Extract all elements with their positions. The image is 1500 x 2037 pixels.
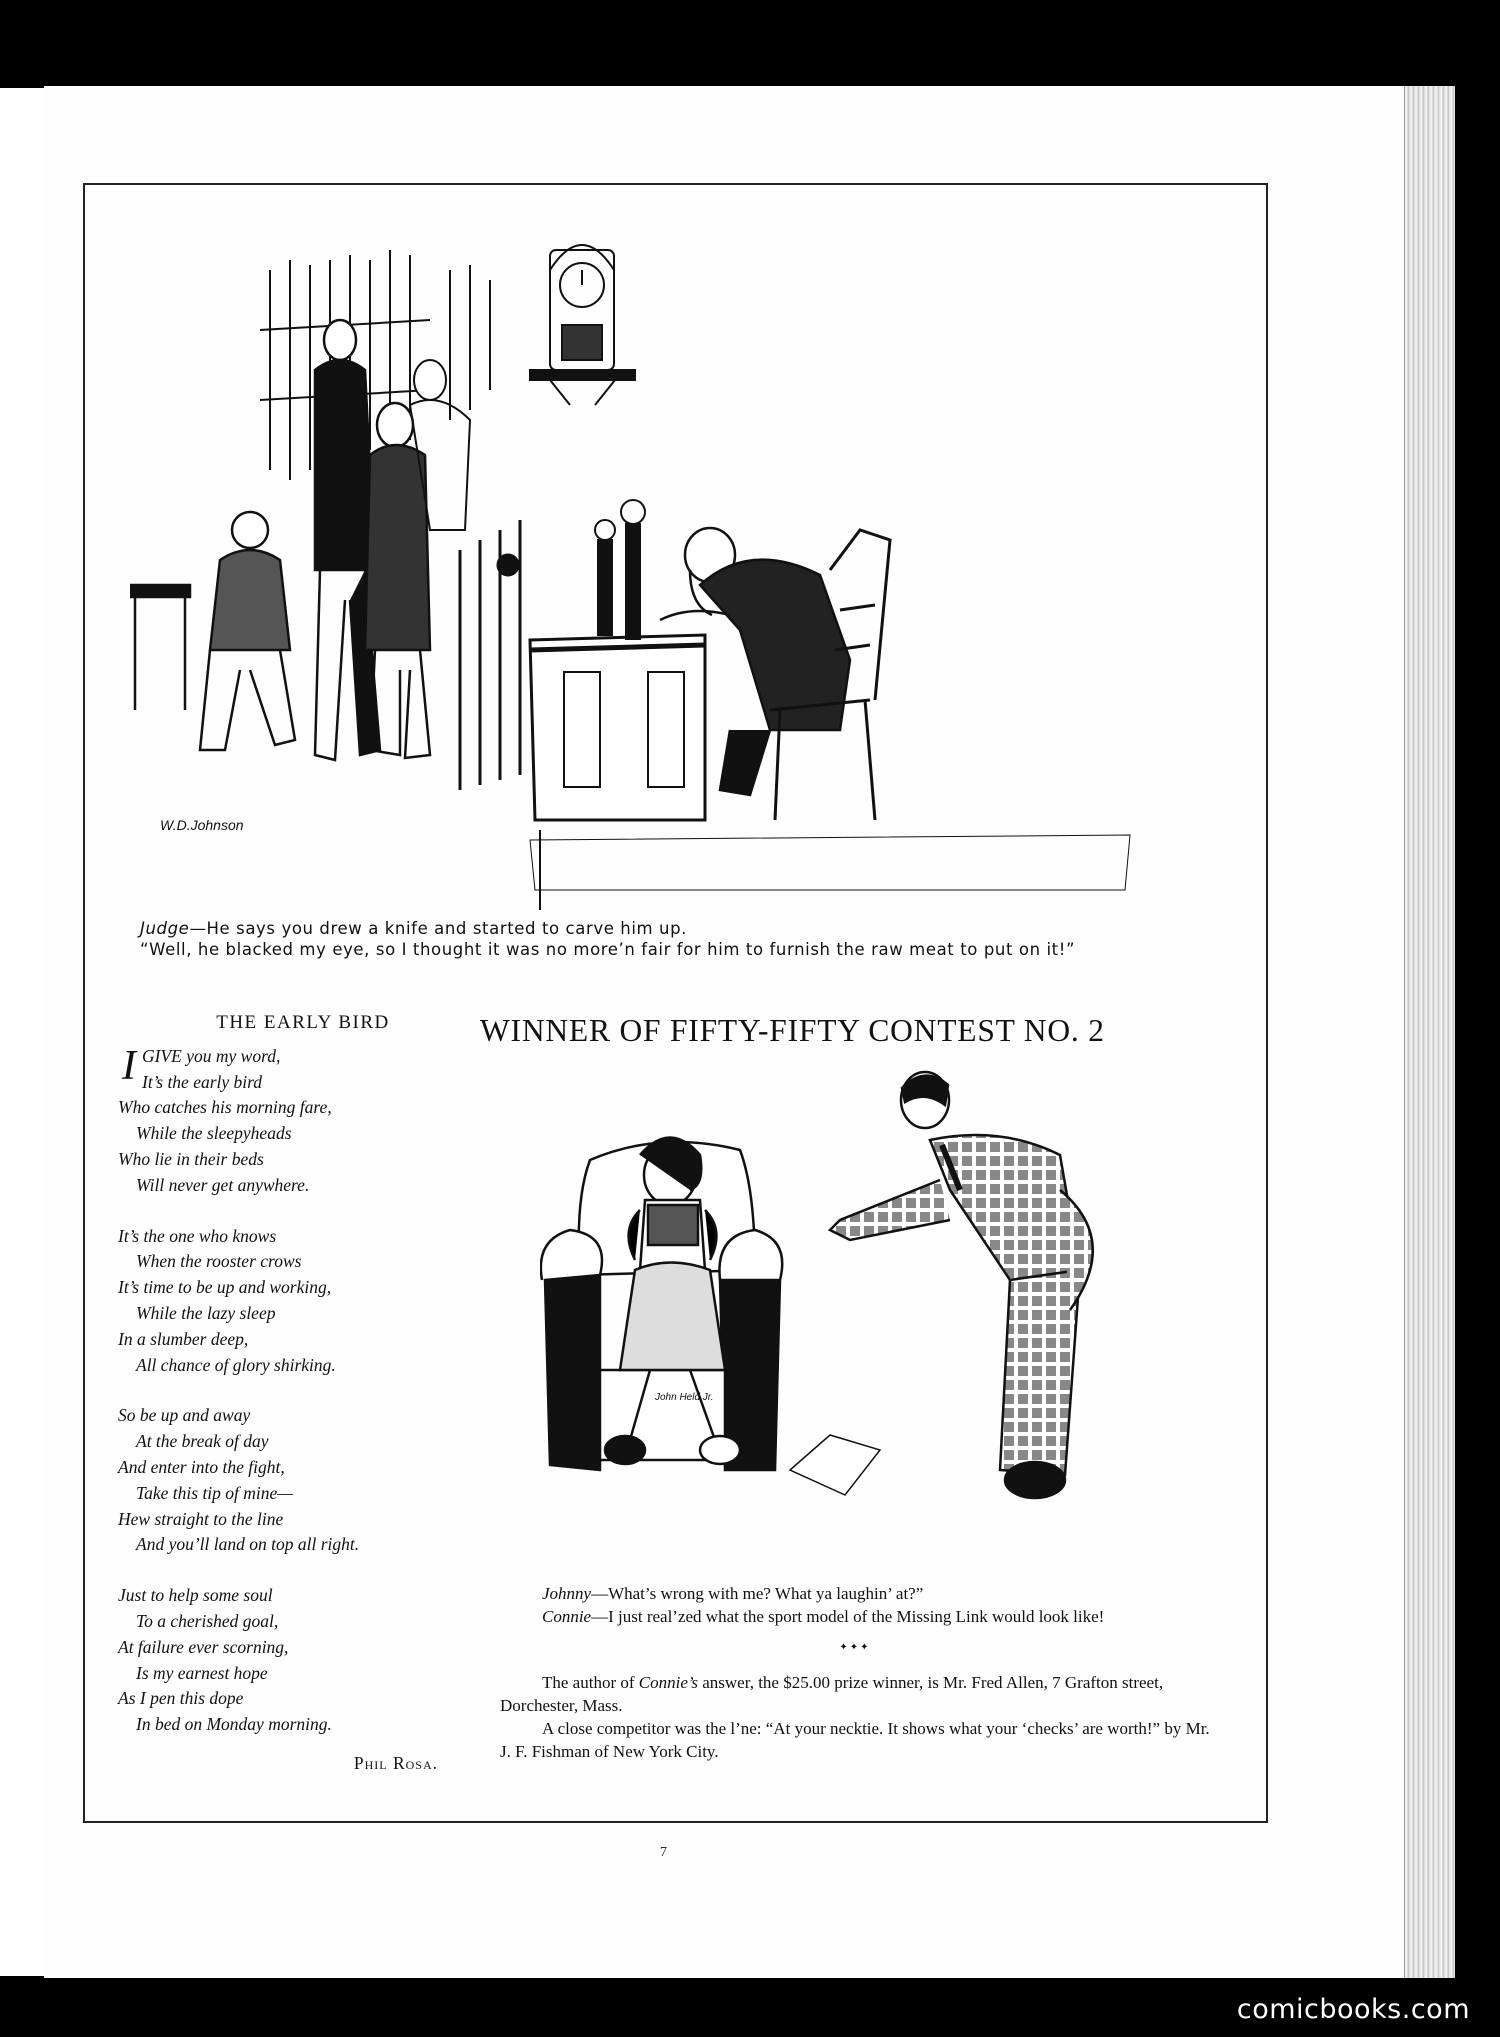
poem-line: When the rooster crows [136,1251,302,1272]
announcement-name: Connie’s [638,1673,698,1692]
connie-text: —I just real’zed what the sport model of the Missing Link would look like! [591,1607,1105,1626]
wall-clock [530,245,635,405]
johnny-speaker: Johnny [542,1584,592,1603]
poem-line: Hew straight to the line [118,1508,284,1529]
poem-line: While the sleepyheads [136,1123,292,1144]
connie-line [500,1605,1210,1628]
page-number: 7 [660,1845,667,1860]
poem-line: While the lazy sleep [136,1302,276,1323]
poem-author: Phil Rosa. [353,1752,438,1773]
poem-line: Will never get anywhere. [136,1174,310,1195]
poem-dropcap: I [122,1042,136,1089]
railing [460,520,520,790]
poem-line: As I pen this dope [118,1688,244,1709]
cartoon-caption [140,918,1260,960]
poem-stanza [118,1403,448,1558]
seated-man [130,512,295,750]
johnny-text: —What’s wrong with me? What ya laughin’ at?” [591,1584,924,1603]
contest-title: WINNER OF FIFTY-FIFTY CONTEST NO. 2 [480,1013,1105,1048]
poem-line: At the break of day [136,1431,269,1452]
poem-line: Who lie in their beds [118,1148,264,1169]
poem-line: And you’ll land on top all right. [136,1534,360,1555]
poem-line: Take this tip of mine— [136,1482,293,1503]
poem-line: To a cherished goal, [136,1610,279,1631]
poem-line: At failure ever scorning, [118,1636,289,1657]
svg-text:W.D.Johnson: W.D.Johnson [160,817,244,833]
caption-speaker: Judge [140,919,190,938]
poem-title: THE EARLY BIRD [216,1012,390,1033]
announcement-post: answer, the $25.00 prize winner, is Mr. Fred Allen, 7 Grafton street, Dorchester, Mass. [500,1673,1164,1715]
poem-line: In bed on Monday morning. [136,1714,332,1735]
caption-line2: “Well, he blacked my eye, so I thought it was no more’n fair for him to furnish the raw meat to put on it!” [140,940,1076,959]
page-stack-edge [1404,86,1455,1978]
johnny-line [500,1582,1210,1605]
dropped-paper [790,1435,880,1495]
courtroom-illustration [130,230,1240,910]
poem-line: It’s the early bird [142,1071,263,1092]
contest-illustration [540,1070,1230,1550]
poem-stanza [118,1224,448,1379]
poem-line: It’s the one who knows [118,1225,277,1246]
contest-text [500,1582,1210,1763]
poem-line: In a slumber deep, [118,1328,249,1349]
poem-line: All chance of glory shirking. [136,1354,336,1375]
poem-line: Is my earnest hope [136,1662,268,1683]
poem-line: So be up and away [118,1405,251,1426]
left-page-edge [0,88,46,1976]
section-stars: ✦✦✦ [839,1642,871,1653]
caption-line1: —He says you drew a knife and started to carve him up. [189,919,688,938]
poem-stanza [118,1044,448,1199]
poem-line: And enter into the fight, [118,1456,285,1477]
poem-line: Who catches his morning fare, [118,1097,332,1118]
bookcase-hatching [260,250,490,480]
man-figure [830,1072,1093,1498]
poem-line: Just to help some soul [118,1585,273,1606]
poem-line: It’s time to be up and working, [118,1277,332,1298]
svg-text:John Held Jr.: John Held Jr. [655,1392,714,1403]
poem-stanza [118,1583,448,1738]
poem-early-bird [118,1010,448,1777]
poem-line: GIVE you my word, [142,1045,281,1066]
desk-lamps [595,500,645,639]
connie-speaker: Connie [542,1607,592,1626]
watermark: comicbooks.com [1236,1994,1470,2025]
announcement-pre: The author of [542,1673,639,1692]
announcement [500,1671,1210,1717]
runner-up: A close competitor was the l’ne: “At your necktie. It shows what your ‘checks’ are worth!” by Mr. J. F. Fishman of New York City. [500,1719,1210,1761]
